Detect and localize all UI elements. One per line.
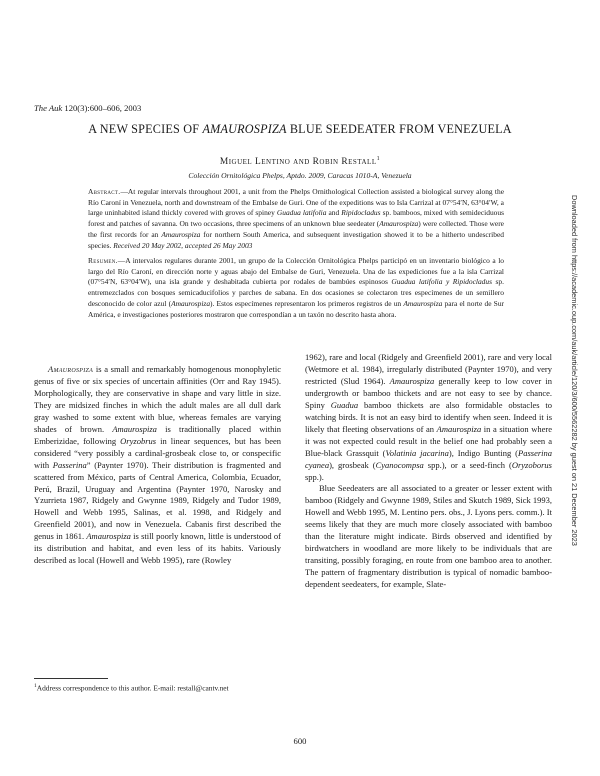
download-watermark-text: Downloaded from https://academic.oup.com/auk/article/120/3/600/5562282 by guest on 21 December 2023 bbox=[570, 195, 579, 546]
abstract-label: Abstract. bbox=[88, 187, 121, 196]
body-italic: Passerina bbox=[52, 459, 87, 470]
page-number: 600 bbox=[293, 736, 307, 746]
abstract-text: —At regular intervals throughout 2001, a unit from the Phelps Ornithological Collection assisted a biological survey along the Río Caroní in Venezuela, north and downstream of the Embalse de Guri. One of the expeditions was to Isla Carrizal at 07°54′N, 63°04′W, a large uninhabited island thickly covered with groves of spiney bbox=[88, 187, 504, 218]
resumen-italic: Guadua latifolia y Ripidocladus bbox=[391, 277, 493, 287]
lead-word: Amaurospiza bbox=[48, 364, 94, 374]
abstract-text: for northern South America, and subsequent investigation showed it to be a hitherto undescribed species. bbox=[88, 229, 504, 250]
author-names: Miguel Lentino and Robin Restall bbox=[219, 157, 377, 168]
body-italic: Passerina cyanea bbox=[305, 447, 553, 470]
body-italic: Volatinia jacarina bbox=[385, 447, 449, 458]
abstract-italic: Guadua latifolia bbox=[276, 208, 327, 218]
resumen-text: —A intervalos regulares durante 2001, un grupo de la Colección Ornitológica Phelps participó en un inventario biológico a lo largo del Río Caroní, en dirección norte y aguas abajo del Embalse de Guri, Venezuela. Una de las expediciones fue a la isla Carrizal (07°54′N, 63°04′W), una isla grande y deshabitada cubierta por rodales de bambúes espinosos bbox=[88, 256, 504, 287]
body-italic: Amaurospiza bbox=[86, 531, 131, 542]
abstract-italic: Amaurospiza bbox=[379, 219, 419, 229]
download-watermark bbox=[570, 195, 589, 695]
body-paragraph bbox=[305, 352, 552, 483]
author-line bbox=[60, 156, 540, 167]
body-column-right bbox=[305, 352, 552, 591]
journal-volume: 120(3):600–606, 2003 bbox=[62, 103, 142, 113]
body-paragraph: Blue Seedeaters are all associated to a greater or lesser extent with bamboo (Ridgely and Gwynne 1989, Stiles and Skutch 1989, Sick 1993, Howell and Webb 1995, M. Lentino pers. obs., J. Lyons pers. comm.). It seems likely that they are much more closely associated with bamboo than the literature might indicate. Birds observed and identified by birdwatchers in woodland are more likely to be individuals that are transiting, possibly foraging, en route from one bamboo area to another. The pattern of fragmentary distribution is typical of nomadic bamboo-dependent seedeaters, for example, Slate- bbox=[305, 483, 552, 590]
abstract bbox=[88, 187, 504, 251]
abstract-italic: Amaurospiza bbox=[161, 229, 201, 239]
body-text: ” (Paynter 1970). Their distribution is fragmented and scattered from México, parts of Central America, Colombia, Ecuador, Perú, Brazil, Uruguay and Argentina (Paynter 1970, Narosky and Yzurrieta 1987, Ridgely and Gwynne 1989, Ridgely and Tudor 1989, Howell and Webb 1995, Salinas, et al. 1998, and Ridgely and Greenfield 2001), and now in Venezuela. Cabanis first described the genus in 1861. bbox=[34, 459, 281, 542]
body-text: spp.), or a seed-finch ( bbox=[423, 459, 512, 470]
journal-name: The Auk bbox=[34, 103, 63, 113]
footnote bbox=[34, 681, 281, 693]
affiliation: Colección Ornitológica Phelps, Aptdo. 2009, Caracas 1010-A, Venezuela bbox=[188, 171, 412, 180]
body-italic: Oryzoborus bbox=[511, 459, 552, 470]
body-italic: Amaurospiza bbox=[436, 423, 482, 434]
body-text: ), grosbeak ( bbox=[329, 459, 376, 470]
abstract-italic: Ripidocladus bbox=[341, 208, 381, 218]
footnote-mark: 1 bbox=[376, 156, 381, 162]
body-italic: Amaurospiza bbox=[112, 423, 157, 434]
body-text: 1962), rare and local (Ridgely and Greenfield 2001), rare and very local (Wetmore et al. 1984), irregularly distributed (Paynter 1970), and very restricted (Slud 1964). bbox=[305, 352, 552, 386]
body-text: ), Indigo Bunting ( bbox=[448, 447, 519, 458]
resumen-text: ). Estos especímenes representaron los primeros registros de un bbox=[210, 298, 404, 308]
title-part: BLUE SEEDEATER FROM VENEZUELA bbox=[286, 122, 512, 136]
body-text: is a small and remarkably homogenous monophyletic genus of five or six species of uncertain affinities (Orr and Ray 1945). Morphologically, they are conservative in shape and vary little in size. They are midsized finches in which the adult males are all dull dark gray washed to some extent with blue, whereas females are varying shades of brown. bbox=[34, 364, 281, 434]
body-text: generally keep to low cover in undergrowth or bamboo thickets and are not easy to see by chance. Spiny bbox=[305, 375, 552, 410]
body-text: bamboo thickets are also formidable obstacles to watching birds. It is not an easy bird to identify when seen. Indeed it is likely that fleeting observations of an bbox=[305, 399, 553, 434]
body-italic: Guadua bbox=[330, 399, 359, 410]
resumen-italic: Amaurospiza bbox=[171, 298, 211, 308]
abstract-text: ) were collected. Those were the first records for an bbox=[88, 219, 504, 239]
resumen-text: sp. entremezclados con bosques semicaducifolios y parches de sabana. En dos ocasiones se colectaron tres especímenes de un semillero desconocido de color azul ( bbox=[88, 277, 504, 308]
body-italic: Cyanocompsa bbox=[375, 459, 424, 470]
title-genus: AMAUROSPIZA bbox=[202, 122, 287, 136]
received-date: Received 20 May 2002, accepted 26 May 2003 bbox=[113, 240, 253, 250]
footnote-rule bbox=[34, 678, 108, 679]
journal-citation bbox=[34, 103, 141, 113]
body-text: spp.). bbox=[305, 471, 324, 482]
resumen bbox=[88, 256, 504, 320]
resumen-label: Resumen. bbox=[88, 256, 118, 265]
body-column-left bbox=[34, 364, 281, 567]
resumen-text: para el norte de Sur América, e investigaciones posteriores mostraron que correspondían a un taxón no descrito hasta ahora. bbox=[88, 298, 505, 319]
abstract-text: and bbox=[326, 208, 342, 218]
body-italic: Amaurospiza bbox=[389, 375, 435, 386]
body-italic: Oryzobrus bbox=[120, 435, 157, 446]
abstract-text: sp. bamboos, mixed with semideciduous forest and patches of savanna. On two occasions, three specimens of an unknown blue seedeater ( bbox=[88, 208, 504, 229]
body-paragraph bbox=[34, 364, 281, 567]
body-text: in linear sequences, but has been considered “very possibly a cardinal-grosbeak close to, or conspecific with bbox=[34, 435, 281, 470]
footnote-mark: 1 bbox=[34, 683, 37, 689]
body-text: in a situation where it was not expected could result in the belief one had probably seen a Blue-black Grassquit ( bbox=[305, 423, 552, 458]
footnote-text: Address correspondence to this author. E-mail: restall@cantv.net bbox=[36, 683, 229, 693]
resumen-italic: Amaurospiza bbox=[403, 298, 443, 308]
body-text: is still poorly known, little is understood of its distribution and habitat, and even less of its habits. Variously described as local (Howell and Webb 1995), rare (Rowley bbox=[34, 531, 281, 566]
title-part: A NEW SPECIES OF bbox=[88, 122, 203, 136]
article-title bbox=[60, 122, 540, 137]
body-text: is traditionally placed within Emberizidae, following bbox=[34, 423, 281, 446]
